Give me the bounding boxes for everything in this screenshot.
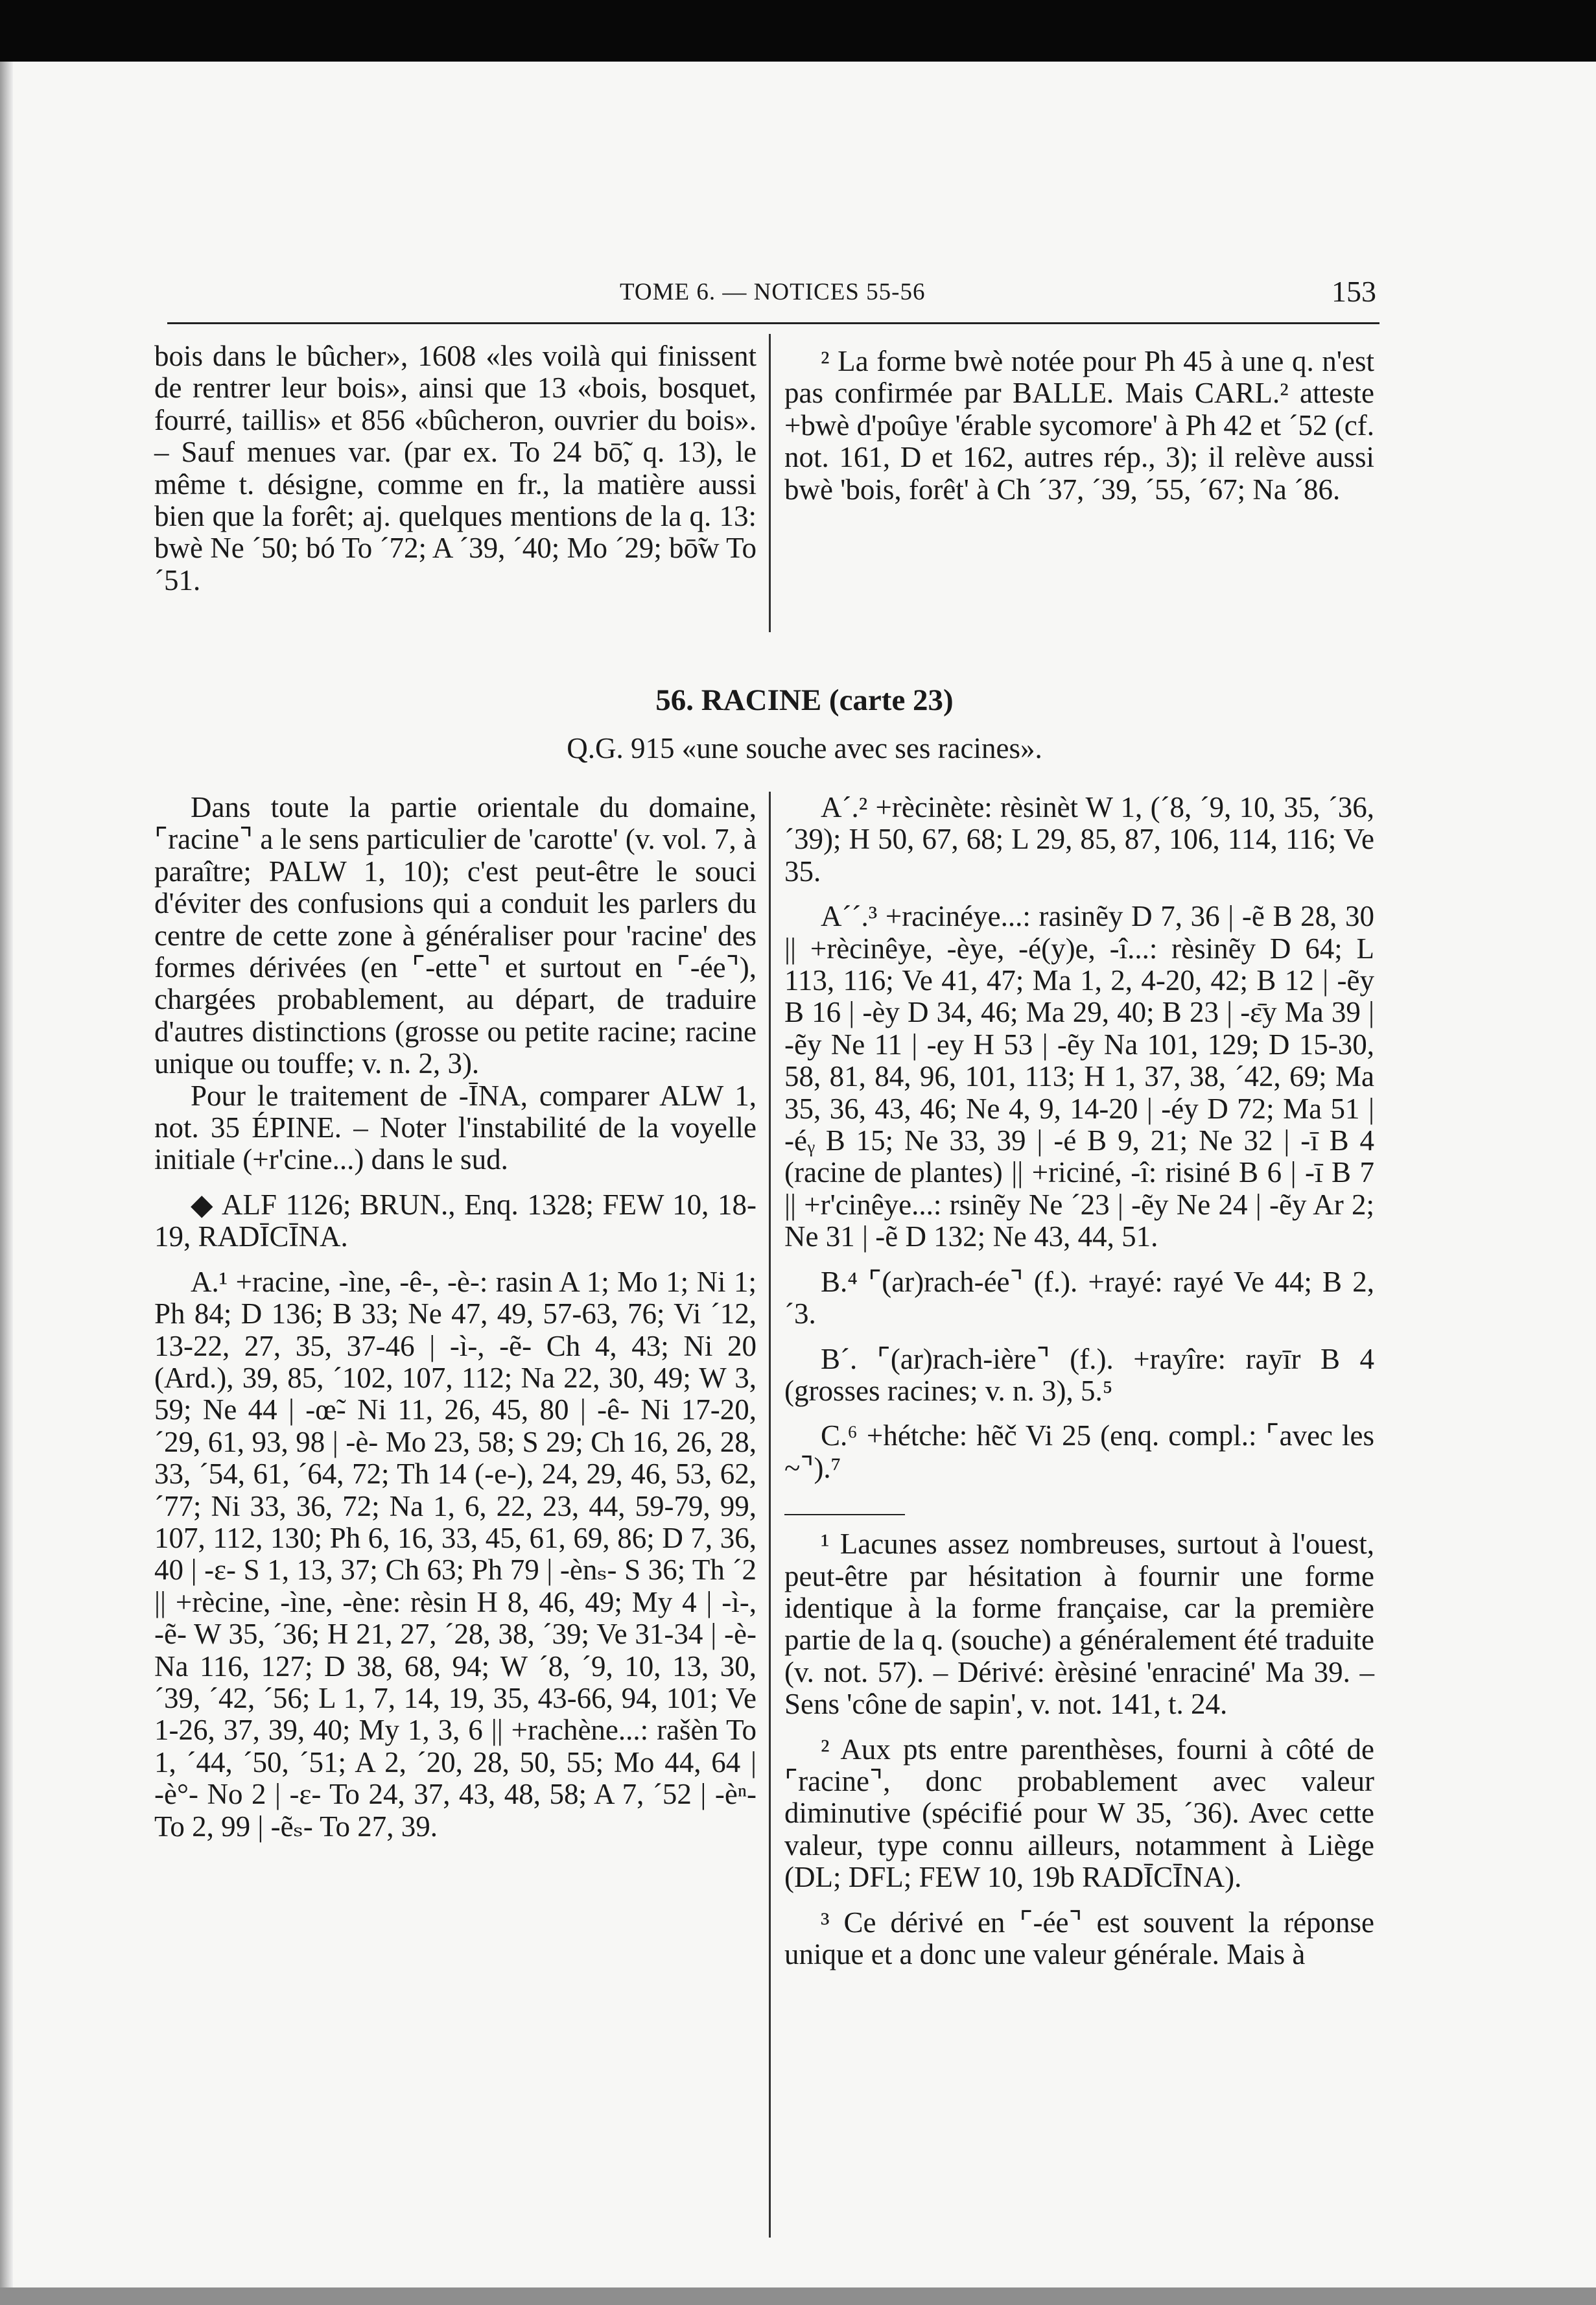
header-rule <box>167 322 1379 324</box>
top-left-column <box>154 340 757 597</box>
type-b-paragraph: B.⁴ ⌜(ar)rach-ée⌝ (f.). +rayé: rayé Ve 44; B 2, ´3. <box>784 1265 1374 1330</box>
running-title: TOME 6. — NOTICES 55-56 <box>620 279 926 305</box>
note-paragraph: Pour le traitement de -ĪNA, comparer ALW 1, not. 35 ÉPINE. – Noter l'instabilité de la voyelle initiale (+r'cine...) dans le sud. <box>154 1079 757 1176</box>
left-column <box>154 792 757 1843</box>
right-column <box>784 792 1374 1970</box>
scan-border-left <box>0 62 13 2305</box>
top-right-column <box>784 346 1374 506</box>
type-a-prime-paragraph: A´.² +rècinète: rèsinèt W 1, (´8, ´9, 10, 35, ´36, ´39); H 50, 67, 68; L 29, 85, 87, 106, 114, 116; Ve 35. <box>784 791 1374 888</box>
column-divider-top <box>769 334 771 632</box>
scan-border-bottom <box>0 2287 1596 2305</box>
page-number: 153 <box>1332 275 1376 308</box>
continuation-paragraph: bois dans le bûcher», 1608 «les voilà qui finissent de rentrer leur bois», ainsi que 13 «bois, bosquet, fourré, taillis» et 856 «bûcheron, ouvrier du bois». – Sauf menues var. (par ex. To 24 bō̃, q. 13), le même t. désigne, comme en fr., la matière aussi bien que la forêt; aj. quelques mentions de la q. 13: bwè Ne ´50; bó To ´72; A ´39, ´40; Mo ´29; bō̃w To ´51. <box>154 340 757 597</box>
column-divider-main <box>769 792 771 2238</box>
type-c-paragraph: C.⁶ +hétche: hẽč Vi 25 (enq. compl.: ⌜avec les ~⌝).⁷ <box>784 1419 1374 1484</box>
footnote-2-prev: ² La forme bwè notée pour Ph 45 à une q. n'est pas confirmée par BALLE. Mais CARL.² atteste +bwè d'poûye 'érable sycomore' à Ph 42 et ´52 (cf. not. 161, D et 162, autres rép., 3); il relève aussi bwè 'bois, forêt' à Ch ´37, ´39, ´55, ´67; Na ´86. <box>784 345 1374 506</box>
footnote-rule <box>784 1514 905 1515</box>
footnote-2: ² Aux pts entre parenthèses, fourni à côté de ⌜racine⌝, donc probablement avec valeur diminutive (spécifié pour W 35, ´36). Avec cette valeur, type connu ailleurs, notamment à Liège (DL; DFL; FEW 10, 19b RADĪCĪNA). <box>784 1732 1374 1894</box>
section-title: 56. RACINE (carte 23) <box>655 683 954 717</box>
intro-paragraph: Dans toute la partie orientale du domaine, ⌜racine⌝ a le sens particulier de 'carotte' (v. vol. 7, à paraître; PALW 1, 10); c'est peut-être le souci d'éviter des confusions qui a conduit les parlers du centre de cette zone à généraliser pour 'racine' des formes dérivées (en ⌜-ette⌝ et surtout en ⌜-ée⌝), chargées probablement, au départ, de traduire d'autres distinctions (grosse ou petite racine; racine unique ou touffe; v. n. 2, 3). <box>154 791 757 1080</box>
type-b-prime-paragraph: B´. ⌜(ar)rach-ière⌝ (f.). +rayîre: rayīr B 4 (grosses racines; v. n. 3), 5.⁵ <box>784 1342 1374 1407</box>
type-a-paragraph: A.¹ +racine, -ìne, -ê-, -è-: rasin A 1; Mo 1; Ni 1; Ph 84; D 136; B 33; Ne 47, 49, 57-63, 76; Vi ´12, 13-22, 27, 35, 37-46 | -ì-, -ẽ- Ch 4, 43; Ni 20 (Ard.), 39, 85, ´102, 107, 112; Na 22, 30, 49; W 3, 59; Ne 44 | -œ̃- Ni 11, 26, 45, 80 | -ê- Ni 17-20, ´29, 61, 93, 98 | -è- Mo 23, 58; S 29; Ch 16, 26, 28, 33, ´54, 61, ´64, 72; Th 14 (-e-), 24, 29, 46, 53, 62, ´77; Ni 33, 36, 72; Na 1, 6, 22, 23, 44, 59-79, 99, 107, 112, 130; Ph 6, 16, 33, 45, 61, 69, 86; D 7, 36, 40 | -ɛ- S 1, 13, 37; Ch 63; Ph 79 | -ènₛ- S 36; Th ´2 || +rècine, -ìne, -ène: rèsin H 8, 46, 49; My 4 | -ì-, -ẽ- W 35, ´36; H 21, 27, ´28, 38, ´39; Ve 31-34 | -è- Na 116, 127; D 38, 68, 94; W ´8, ´9, 10, 13, 30, ´39, ´42, ´56; L 1, 7, 14, 19, 35, 43-66, 94, 101; Ve 1-26, 37, 39, 40; My 1, 3, 6 || +rachène...: rašèn To 1, ´44, ´50, ´51; A 2, ´20, 28, 50, 55; Mo 44, 64 | -è°- No 2 | -ɛ- To 24, 37, 43, 48, 58; A 7, ´52 | -èⁿ- To 2, 99 | -ẽₛ- To 27, 39. <box>154 1265 757 1843</box>
section-subtitle: Q.G. 915 «une souche avec ses racines». <box>567 732 1042 764</box>
references-paragraph: ◆ ALF 1126; BRUN., Enq. 1328; FEW 10, 18-19, RADĪCĪNA. <box>154 1188 757 1253</box>
scan-border-top <box>0 0 1596 62</box>
footnote-1: ¹ Lacunes assez nombreuses, surtout à l'ouest, peut-être par hésitation à fournir une forme identique à la forme française, car la première partie de la q. (souche) a généralement été traduite (v. not. 57). – Dérivé: èrèsiné 'enraciné' Ma 39. – Sens 'cône de sapin', v. not. 141, t. 24. <box>784 1528 1374 1721</box>
page <box>13 62 1596 2287</box>
footnote-3: ³ Ce dérivé en ⌜-ée⌝ est souvent la réponse unique et a donc une valeur générale. Mais à <box>784 1906 1374 1970</box>
type-a-double-prime-paragraph: A´´.³ +racinéye...: rasinẽy D 7, 36 | -ẽ B 28, 30 || +rècinêye, -èye, -é(y)e, -î...: rèsinẽy D 64; L 113, 116; Ve 41, 47; Ma 1, 2, 4-20, 42; B 12 | -ẽy B 16 | -èy D 34, 46; Ma 29, 40; B 23 | -ɛ̄y Ma 39 | -ẽy Ne 11 | -ey H 53 | -ẽy Na 101, 129; D 15-30, 58, 81, 84, 96, 101, 113; H 1, 37, 38, ´42, 69; Ma 35, 36, 43, 46; Ne 4, 9, 14-20 | -éy D 72; Ma 51 | -éᵧ B 15; Ne 33, 39 | -é B 9, 21; Ne 32 | -ī B 4 (racine de plantes) || +riciné, -î: risiné B 6 | -ī B 7 || +r'cinêye...: rsinẽy Ne ´23 | -ẽy Ne 24 | -ẽy Ar 2; Ne 31 | -ẽ D 132; Ne 43, 44, 51. <box>784 900 1374 1253</box>
